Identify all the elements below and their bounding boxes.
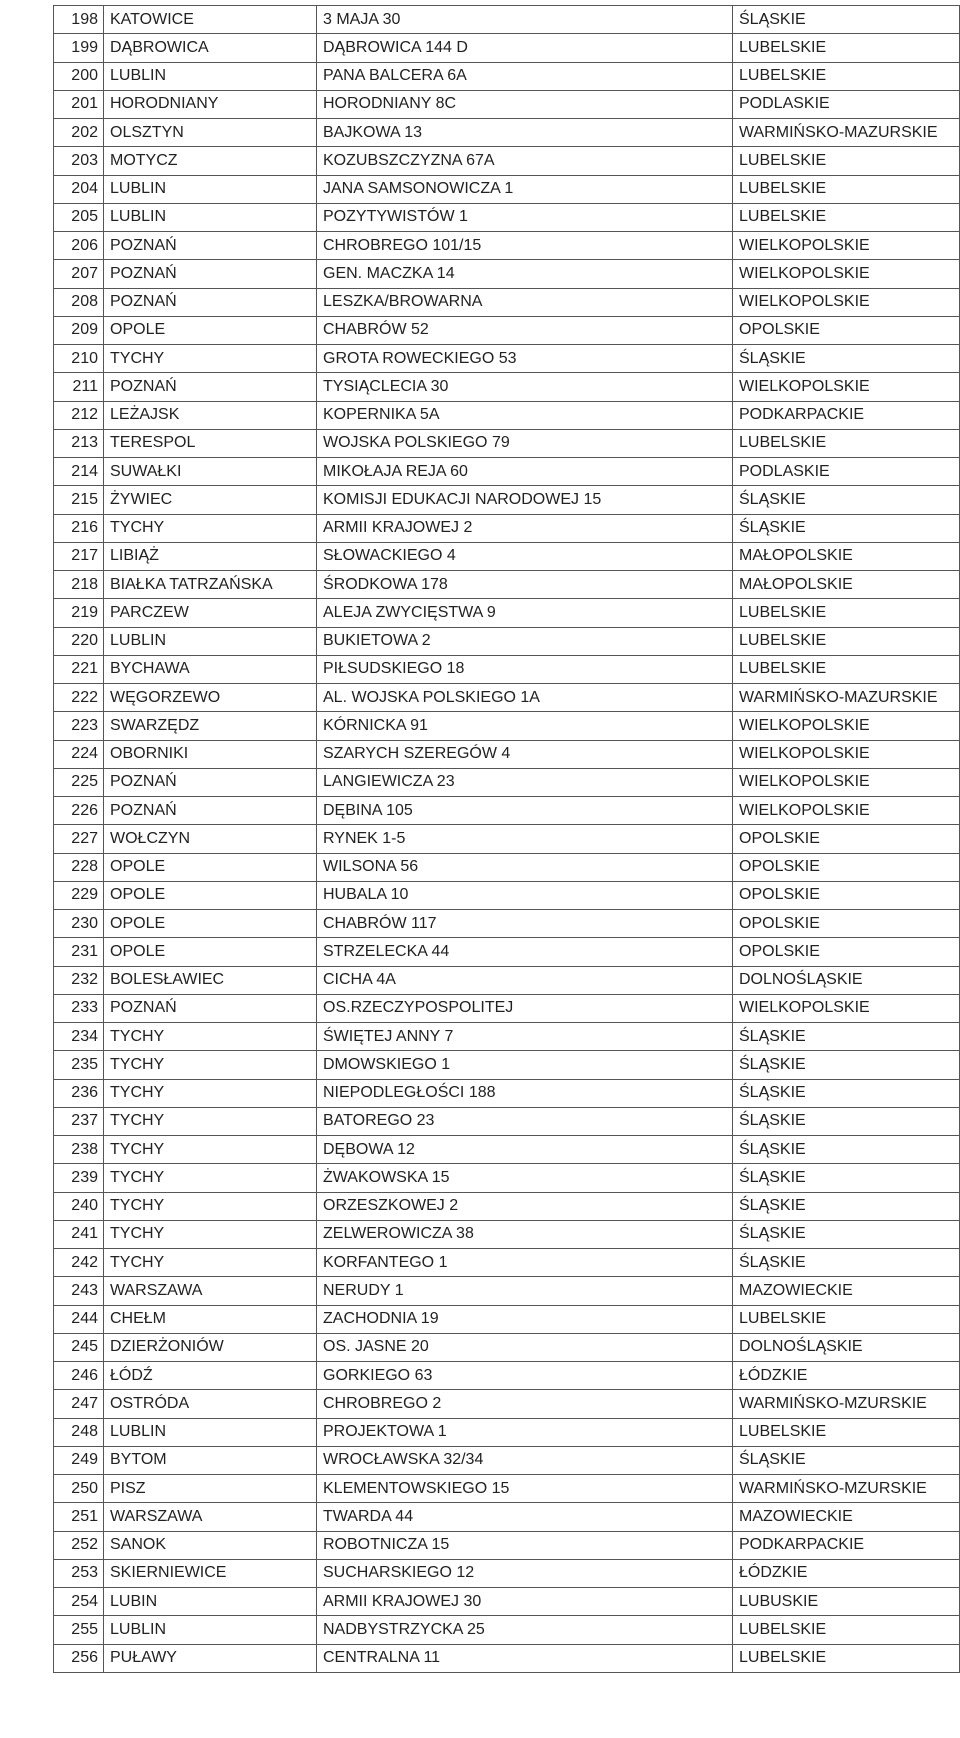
table-row: [54, 910, 960, 938]
city-cell: BYTOM: [104, 1446, 317, 1474]
street-cell: CHABRÓW 52: [317, 316, 733, 344]
street-cell: ROBOTNICZA 15: [317, 1531, 733, 1559]
city-cell: OPOLE: [104, 881, 317, 909]
table-row: [54, 797, 960, 825]
row-number-cell: 213: [54, 429, 104, 457]
city-cell: TYCHY: [104, 1249, 317, 1277]
row-number-cell: 229: [54, 881, 104, 909]
row-number-cell: 207: [54, 260, 104, 288]
city-cell: WOŁCZYN: [104, 825, 317, 853]
row-number-cell: 232: [54, 966, 104, 994]
city-cell: TYCHY: [104, 1051, 317, 1079]
street-cell: SZARYCH SZEREGÓW 4: [317, 740, 733, 768]
table-row: [54, 1023, 960, 1051]
table-row: [54, 571, 960, 599]
region-cell: LUBELSKIE: [733, 599, 960, 627]
region-cell: ŚLĄSKIE: [733, 1079, 960, 1107]
region-cell: WARMIŃSKO-MAZURSKIE: [733, 684, 960, 712]
region-cell: MAZOWIECKIE: [733, 1277, 960, 1305]
city-cell: POZNAŃ: [104, 994, 317, 1022]
region-cell: PODLASKIE: [733, 90, 960, 118]
region-cell: WARMIŃSKO-MZURSKIE: [733, 1390, 960, 1418]
region-cell: WIELKOPOLSKIE: [733, 260, 960, 288]
city-cell: KATOWICE: [104, 6, 317, 34]
table-row: [54, 1107, 960, 1135]
table-row: [54, 1390, 960, 1418]
table-row: [54, 1446, 960, 1474]
street-cell: NADBYSTRZYCKA 25: [317, 1616, 733, 1644]
city-cell: TERESPOL: [104, 429, 317, 457]
city-cell: SKIERNIEWICE: [104, 1559, 317, 1587]
street-cell: KOPERNIKA 5A: [317, 401, 733, 429]
city-cell: OPOLE: [104, 853, 317, 881]
street-cell: GEN. MACZKA 14: [317, 260, 733, 288]
region-cell: WARMIŃSKO-MAZURSKIE: [733, 119, 960, 147]
region-cell: ŚLĄSKIE: [733, 1249, 960, 1277]
city-cell: OLSZTYN: [104, 119, 317, 147]
region-cell: WIELKOPOLSKIE: [733, 994, 960, 1022]
region-cell: ŚLĄSKIE: [733, 1107, 960, 1135]
row-number-cell: 251: [54, 1503, 104, 1531]
row-number-cell: 226: [54, 797, 104, 825]
region-cell: OPOLSKIE: [733, 910, 960, 938]
city-cell: TYCHY: [104, 1164, 317, 1192]
region-cell: LUBELSKIE: [733, 62, 960, 90]
row-number-cell: 219: [54, 599, 104, 627]
table-row: [54, 1249, 960, 1277]
street-cell: ŻWAKOWSKA 15: [317, 1164, 733, 1192]
row-number-cell: 236: [54, 1079, 104, 1107]
row-number-cell: 223: [54, 712, 104, 740]
region-cell: PODKARPACKIE: [733, 401, 960, 429]
region-cell: LUBELSKIE: [733, 1616, 960, 1644]
city-cell: WĘGORZEWO: [104, 684, 317, 712]
street-cell: ARMII KRAJOWEJ 2: [317, 514, 733, 542]
table-row: [54, 288, 960, 316]
row-number-cell: 203: [54, 147, 104, 175]
region-cell: ŚLĄSKIE: [733, 514, 960, 542]
row-number-cell: 200: [54, 62, 104, 90]
table-row: [54, 1277, 960, 1305]
row-number-cell: 248: [54, 1418, 104, 1446]
table-row: [54, 1644, 960, 1672]
street-cell: AL. WOJSKA POLSKIEGO 1A: [317, 684, 733, 712]
table-row: [54, 712, 960, 740]
city-cell: OBORNIKI: [104, 740, 317, 768]
city-cell: CHEŁM: [104, 1305, 317, 1333]
table-row: [54, 34, 960, 62]
row-number-cell: 250: [54, 1475, 104, 1503]
row-number-cell: 237: [54, 1107, 104, 1135]
row-number-cell: 222: [54, 684, 104, 712]
region-cell: OPOLSKIE: [733, 938, 960, 966]
street-cell: DĘBINA 105: [317, 797, 733, 825]
region-cell: LUBELSKIE: [733, 1418, 960, 1446]
city-cell: LUBLIN: [104, 1418, 317, 1446]
table-row: [54, 627, 960, 655]
row-number-cell: 256: [54, 1644, 104, 1672]
region-cell: ŚLĄSKIE: [733, 1446, 960, 1474]
row-number-cell: 238: [54, 1136, 104, 1164]
table-row: [54, 1192, 960, 1220]
city-cell: TYCHY: [104, 1023, 317, 1051]
row-number-cell: 202: [54, 119, 104, 147]
street-cell: WILSONA 56: [317, 853, 733, 881]
table-row: [54, 175, 960, 203]
street-cell: HUBALA 10: [317, 881, 733, 909]
table-row: [54, 994, 960, 1022]
row-number-cell: 210: [54, 345, 104, 373]
street-cell: POZYTYWISTÓW 1: [317, 203, 733, 231]
table-row: [54, 345, 960, 373]
street-cell: GORKIEGO 63: [317, 1362, 733, 1390]
street-cell: TYSIĄCLECIA 30: [317, 373, 733, 401]
street-cell: CICHA 4A: [317, 966, 733, 994]
city-cell: TYCHY: [104, 345, 317, 373]
table-row: [54, 966, 960, 994]
table-row: [54, 1588, 960, 1616]
street-cell: KOMISJI EDUKACJI NARODOWEJ 15: [317, 486, 733, 514]
city-cell: PUŁAWY: [104, 1644, 317, 1672]
street-cell: ORZESZKOWEJ 2: [317, 1192, 733, 1220]
street-cell: GROTA ROWECKIEGO 53: [317, 345, 733, 373]
row-number-cell: 241: [54, 1220, 104, 1248]
row-number-cell: 247: [54, 1390, 104, 1418]
table-row: [54, 1418, 960, 1446]
region-cell: OPOLSKIE: [733, 316, 960, 344]
city-cell: POZNAŃ: [104, 797, 317, 825]
region-cell: LUBELSKIE: [733, 203, 960, 231]
region-cell: WIELKOPOLSKIE: [733, 712, 960, 740]
row-number-cell: 216: [54, 514, 104, 542]
region-cell: WARMIŃSKO-MZURSKIE: [733, 1475, 960, 1503]
region-cell: WIELKOPOLSKIE: [733, 768, 960, 796]
region-cell: MAŁOPOLSKIE: [733, 571, 960, 599]
city-cell: ŻYWIEC: [104, 486, 317, 514]
region-cell: ŚLĄSKIE: [733, 1164, 960, 1192]
city-cell: TYCHY: [104, 1079, 317, 1107]
row-number-cell: 199: [54, 34, 104, 62]
address-table-body: [54, 6, 960, 1673]
region-cell: LUBELSKIE: [733, 34, 960, 62]
region-cell: OPOLSKIE: [733, 825, 960, 853]
region-cell: MAŁOPOLSKIE: [733, 542, 960, 570]
table-row: [54, 1531, 960, 1559]
row-number-cell: 209: [54, 316, 104, 344]
row-number-cell: 204: [54, 175, 104, 203]
row-number-cell: 239: [54, 1164, 104, 1192]
row-number-cell: 242: [54, 1249, 104, 1277]
city-cell: TYCHY: [104, 1192, 317, 1220]
city-cell: SUWAŁKI: [104, 458, 317, 486]
table-row: [54, 1475, 960, 1503]
row-number-cell: 212: [54, 401, 104, 429]
row-number-cell: 211: [54, 373, 104, 401]
city-cell: LIBIĄŻ: [104, 542, 317, 570]
region-cell: ŚLĄSKIE: [733, 6, 960, 34]
street-cell: BUKIETOWA 2: [317, 627, 733, 655]
table-row: [54, 1333, 960, 1361]
street-cell: ZACHODNIA 19: [317, 1305, 733, 1333]
city-cell: LEŻAJSK: [104, 401, 317, 429]
region-cell: WIELKOPOLSKIE: [733, 373, 960, 401]
table-row: [54, 655, 960, 683]
street-cell: ŚRODKOWA 178: [317, 571, 733, 599]
region-cell: ŚLĄSKIE: [733, 1051, 960, 1079]
city-cell: PISZ: [104, 1475, 317, 1503]
city-cell: WARSZAWA: [104, 1277, 317, 1305]
street-cell: TWARDA 44: [317, 1503, 733, 1531]
row-number-cell: 235: [54, 1051, 104, 1079]
row-number-cell: 246: [54, 1362, 104, 1390]
city-cell: WARSZAWA: [104, 1503, 317, 1531]
row-number-cell: 225: [54, 768, 104, 796]
region-cell: ŚLĄSKIE: [733, 1023, 960, 1051]
table-row: [54, 1362, 960, 1390]
street-cell: STRZELECKA 44: [317, 938, 733, 966]
row-number-cell: 252: [54, 1531, 104, 1559]
row-number-cell: 205: [54, 203, 104, 231]
region-cell: LUBELSKIE: [733, 429, 960, 457]
street-cell: KOZUBSZCZYZNA 67A: [317, 147, 733, 175]
city-cell: OPOLE: [104, 316, 317, 344]
table-row: [54, 938, 960, 966]
region-cell: DOLNOŚLĄSKIE: [733, 1333, 960, 1361]
table-row: [54, 599, 960, 627]
region-cell: ŚLĄSKIE: [733, 1192, 960, 1220]
street-cell: ARMII KRAJOWEJ 30: [317, 1588, 733, 1616]
street-cell: HORODNIANY 8C: [317, 90, 733, 118]
table-row: [54, 232, 960, 260]
table-row: [54, 119, 960, 147]
city-cell: POZNAŃ: [104, 768, 317, 796]
region-cell: WIELKOPOLSKIE: [733, 740, 960, 768]
table-row: [54, 542, 960, 570]
city-cell: POZNAŃ: [104, 260, 317, 288]
city-cell: DĄBROWICA: [104, 34, 317, 62]
row-number-cell: 240: [54, 1192, 104, 1220]
table-row: [54, 1164, 960, 1192]
table-row: [54, 881, 960, 909]
street-cell: JANA SAMSONOWICZA 1: [317, 175, 733, 203]
city-cell: TYCHY: [104, 514, 317, 542]
city-cell: SWARZĘDZ: [104, 712, 317, 740]
city-cell: TYCHY: [104, 1136, 317, 1164]
city-cell: BOLESŁAWIEC: [104, 966, 317, 994]
street-cell: PROJEKTOWA 1: [317, 1418, 733, 1446]
region-cell: ŚLĄSKIE: [733, 486, 960, 514]
row-number-cell: 218: [54, 571, 104, 599]
street-cell: WROCŁAWSKA 32/34: [317, 1446, 733, 1474]
region-cell: OPOLSKIE: [733, 853, 960, 881]
city-cell: BIAŁKA TATRZAŃSKA: [104, 571, 317, 599]
city-cell: POZNAŃ: [104, 373, 317, 401]
street-cell: PANA BALCERA 6A: [317, 62, 733, 90]
row-number-cell: 221: [54, 655, 104, 683]
table-row: [54, 1220, 960, 1248]
table-row: [54, 6, 960, 34]
city-cell: OPOLE: [104, 910, 317, 938]
row-number-cell: 215: [54, 486, 104, 514]
street-cell: CHABRÓW 117: [317, 910, 733, 938]
region-cell: WIELKOPOLSKIE: [733, 288, 960, 316]
table-row: [54, 1305, 960, 1333]
city-cell: SANOK: [104, 1531, 317, 1559]
street-cell: SŁOWACKIEGO 4: [317, 542, 733, 570]
table-row: [54, 1616, 960, 1644]
city-cell: TYCHY: [104, 1220, 317, 1248]
street-cell: KORFANTEGO 1: [317, 1249, 733, 1277]
region-cell: ŚLĄSKIE: [733, 1220, 960, 1248]
street-cell: OS.RZECZYPOSPOLITEJ: [317, 994, 733, 1022]
table-row: [54, 316, 960, 344]
region-cell: ŁÓDZKIE: [733, 1559, 960, 1587]
region-cell: ŚLĄSKIE: [733, 1136, 960, 1164]
row-number-cell: 198: [54, 6, 104, 34]
city-cell: HORODNIANY: [104, 90, 317, 118]
table-row: [54, 401, 960, 429]
region-cell: WIELKOPOLSKIE: [733, 797, 960, 825]
street-cell: WOJSKA POLSKIEGO 79: [317, 429, 733, 457]
row-number-cell: 255: [54, 1616, 104, 1644]
row-number-cell: 244: [54, 1305, 104, 1333]
row-number-cell: 228: [54, 853, 104, 881]
street-cell: MIKOŁAJA REJA 60: [317, 458, 733, 486]
table-row: [54, 429, 960, 457]
street-cell: RYNEK 1-5: [317, 825, 733, 853]
row-number-cell: 224: [54, 740, 104, 768]
row-number-cell: 201: [54, 90, 104, 118]
row-number-cell: 220: [54, 627, 104, 655]
region-cell: LUBELSKIE: [733, 1305, 960, 1333]
address-table: [53, 5, 960, 1673]
street-cell: DĄBROWICA 144 D: [317, 34, 733, 62]
table-row: [54, 373, 960, 401]
city-cell: LUBIN: [104, 1588, 317, 1616]
row-number-cell: 214: [54, 458, 104, 486]
row-number-cell: 217: [54, 542, 104, 570]
street-cell: BAJKOWA 13: [317, 119, 733, 147]
street-cell: OS. JASNE 20: [317, 1333, 733, 1361]
street-cell: LANGIEWICZA 23: [317, 768, 733, 796]
region-cell: ŁÓDZKIE: [733, 1362, 960, 1390]
row-number-cell: 233: [54, 994, 104, 1022]
region-cell: OPOLSKIE: [733, 881, 960, 909]
row-number-cell: 253: [54, 1559, 104, 1587]
city-cell: MOTYCZ: [104, 147, 317, 175]
table-row: [54, 1559, 960, 1587]
region-cell: LUBUSKIE: [733, 1588, 960, 1616]
table-row: [54, 90, 960, 118]
city-cell: BYCHAWA: [104, 655, 317, 683]
table-row: [54, 1136, 960, 1164]
city-cell: LUBLIN: [104, 175, 317, 203]
street-cell: 3 MAJA 30: [317, 6, 733, 34]
table-row: [54, 203, 960, 231]
row-number-cell: 206: [54, 232, 104, 260]
region-cell: LUBELSKIE: [733, 655, 960, 683]
street-cell: CENTRALNA 11: [317, 1644, 733, 1672]
table-row: [54, 1503, 960, 1531]
street-cell: SUCHARSKIEGO 12: [317, 1559, 733, 1587]
street-cell: CHROBREGO 101/15: [317, 232, 733, 260]
street-cell: ALEJA ZWYCIĘSTWA 9: [317, 599, 733, 627]
table-row: [54, 147, 960, 175]
city-cell: LUBLIN: [104, 1616, 317, 1644]
table-row: [54, 684, 960, 712]
row-number-cell: 245: [54, 1333, 104, 1361]
city-cell: PARCZEW: [104, 599, 317, 627]
street-cell: BATOREGO 23: [317, 1107, 733, 1135]
street-cell: ZELWEROWICZA 38: [317, 1220, 733, 1248]
city-cell: LUBLIN: [104, 62, 317, 90]
region-cell: PODLASKIE: [733, 458, 960, 486]
city-cell: OPOLE: [104, 938, 317, 966]
street-cell: LESZKA/BROWARNA: [317, 288, 733, 316]
city-cell: ŁÓDŹ: [104, 1362, 317, 1390]
city-cell: OSTRÓDA: [104, 1390, 317, 1418]
city-cell: LUBLIN: [104, 627, 317, 655]
street-cell: KLEMENTOWSKIEGO 15: [317, 1475, 733, 1503]
row-number-cell: 243: [54, 1277, 104, 1305]
region-cell: LUBELSKIE: [733, 1644, 960, 1672]
table-row: [54, 1079, 960, 1107]
street-cell: NERUDY 1: [317, 1277, 733, 1305]
street-cell: ŚWIĘTEJ ANNY 7: [317, 1023, 733, 1051]
table-row: [54, 62, 960, 90]
city-cell: TYCHY: [104, 1107, 317, 1135]
table-row: [54, 740, 960, 768]
street-cell: KÓRNICKA 91: [317, 712, 733, 740]
street-cell: DĘBOWA 12: [317, 1136, 733, 1164]
table-row: [54, 1051, 960, 1079]
street-cell: NIEPODLEGŁOŚCI 188: [317, 1079, 733, 1107]
region-cell: WIELKOPOLSKIE: [733, 232, 960, 260]
row-number-cell: 231: [54, 938, 104, 966]
table-row: [54, 768, 960, 796]
row-number-cell: 208: [54, 288, 104, 316]
row-number-cell: 254: [54, 1588, 104, 1616]
table-row: [54, 853, 960, 881]
region-cell: LUBELSKIE: [733, 147, 960, 175]
region-cell: PODKARPACKIE: [733, 1531, 960, 1559]
table-row: [54, 486, 960, 514]
region-cell: LUBELSKIE: [733, 175, 960, 203]
row-number-cell: 230: [54, 910, 104, 938]
street-cell: DMOWSKIEGO 1: [317, 1051, 733, 1079]
city-cell: LUBLIN: [104, 203, 317, 231]
table-row: [54, 514, 960, 542]
street-cell: CHROBREGO 2: [317, 1390, 733, 1418]
table-row: [54, 260, 960, 288]
city-cell: POZNAŃ: [104, 232, 317, 260]
street-cell: PIŁSUDSKIEGO 18: [317, 655, 733, 683]
region-cell: MAZOWIECKIE: [733, 1503, 960, 1531]
row-number-cell: 249: [54, 1446, 104, 1474]
region-cell: ŚLĄSKIE: [733, 345, 960, 373]
table-row: [54, 458, 960, 486]
region-cell: LUBELSKIE: [733, 627, 960, 655]
table-row: [54, 825, 960, 853]
city-cell: POZNAŃ: [104, 288, 317, 316]
region-cell: DOLNOŚLĄSKIE: [733, 966, 960, 994]
row-number-cell: 234: [54, 1023, 104, 1051]
row-number-cell: 227: [54, 825, 104, 853]
city-cell: DZIERŻONIÓW: [104, 1333, 317, 1361]
